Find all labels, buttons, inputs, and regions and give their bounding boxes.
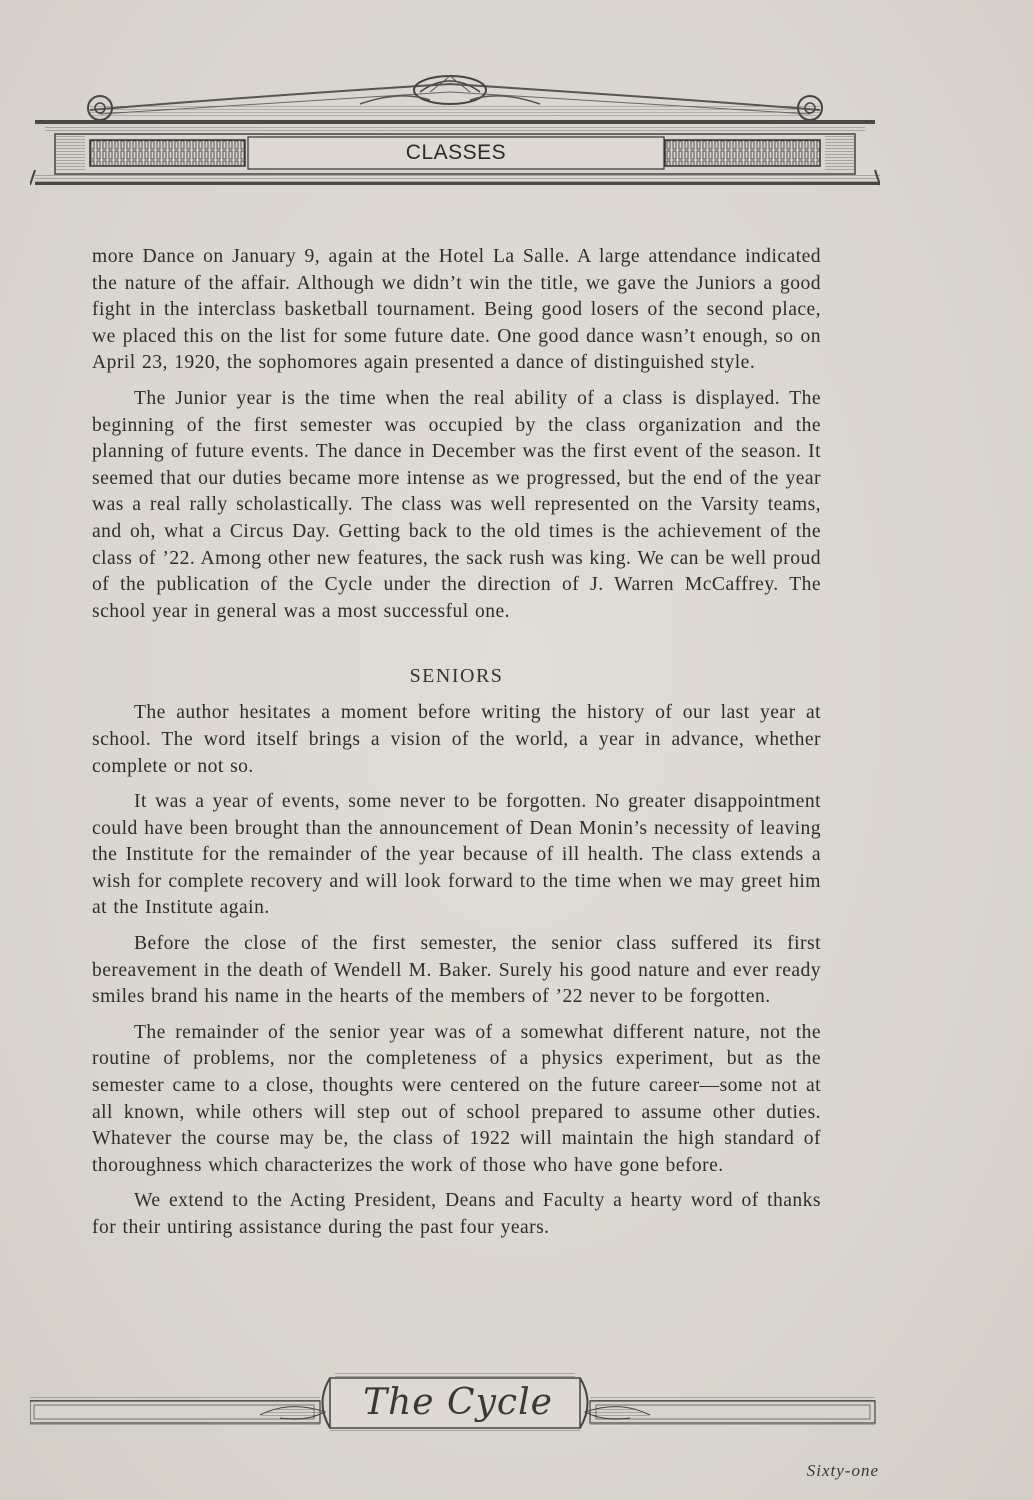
footer-publication-title: The Cycle <box>363 1381 553 1423</box>
section-heading-seniors: SENIORS <box>409 665 504 688</box>
article-body <box>92 244 821 1251</box>
header-banner <box>30 70 880 190</box>
paragraph-seniors-2: It was a year of events, some never to be forgotten. No greater disappointment could have been brought than the announcement of Dean Monin’s necessity of leaving the Institute for the remainder of the year because of ill health. The class extends a wish for complete recovery and will look forward to the time when we may greet him at the Institute again. <box>92 791 821 919</box>
page-title: CLASSES <box>405 141 507 164</box>
paragraph-junior-year: The Junior year is the time when the real ability of a class is displayed. The beginning of the first semester was occupied by the class organization and the planning of future events. The dance in December was the first event of the season. It seemed that our duties became more intense as we progressed, but the end of the year was a real rally scholastically. The class was well represented on the Varsity teams, and oh, what a Circus Day. Getting back to the old times is the achievement of the class of ’22. Among other new features, the sack rush was king. We can be well proud of the publication of the Cycle under the direction of J. Warren McCaffrey. The school year in general was a most successful one. <box>92 387 821 622</box>
page-number: Sixty-one <box>806 1461 879 1480</box>
paragraph-intro-1: more Dance on January 9, again at the Hotel La Salle. A large attendance indicated the nature of the affair. Although we didn’t win the title, we gave the Juniors a good fight in the interclass basketball tournament. Being good losers of the second place, we placed this on the list for some future date. One good dance wasn’t enough, so on April 23, 1920, the sophomores again presented a dance of distinguished style. <box>92 246 821 374</box>
paragraph-seniors-5: We extend to the Acting President, Deans and Faculty a hearty word of thanks for their untiring assistance during the past four years. <box>92 1190 821 1238</box>
paragraph-seniors-4: The remainder of the senior year was of a somewhat different nature, not the routine of problems, nor the completeness of a physics experiment, but as the semester came to a close, thoughts were centered on the future career—some not at all known, while others will step out of school prepared to assume other duties. Whatever the course may be, the class of 1922 will maintain the high standard of thoroughness which characterizes the work of those who have gone before. <box>92 1021 821 1176</box>
paragraph-seniors-1: The author hesitates a moment before writing the history of our last year at school. The word itself brings a vision of the world, a year in advance, whether complete or not so. <box>92 702 821 777</box>
ornamental-banner-icon <box>30 70 880 190</box>
paragraph-seniors-3: Before the close of the first semester, the senior class suffered its first bereavement in the death of Wendell M. Baker. Surely his good nature and ever ready smiles brand his name in the hearts of the members of ’22 never to be forgotten. <box>92 933 821 1008</box>
